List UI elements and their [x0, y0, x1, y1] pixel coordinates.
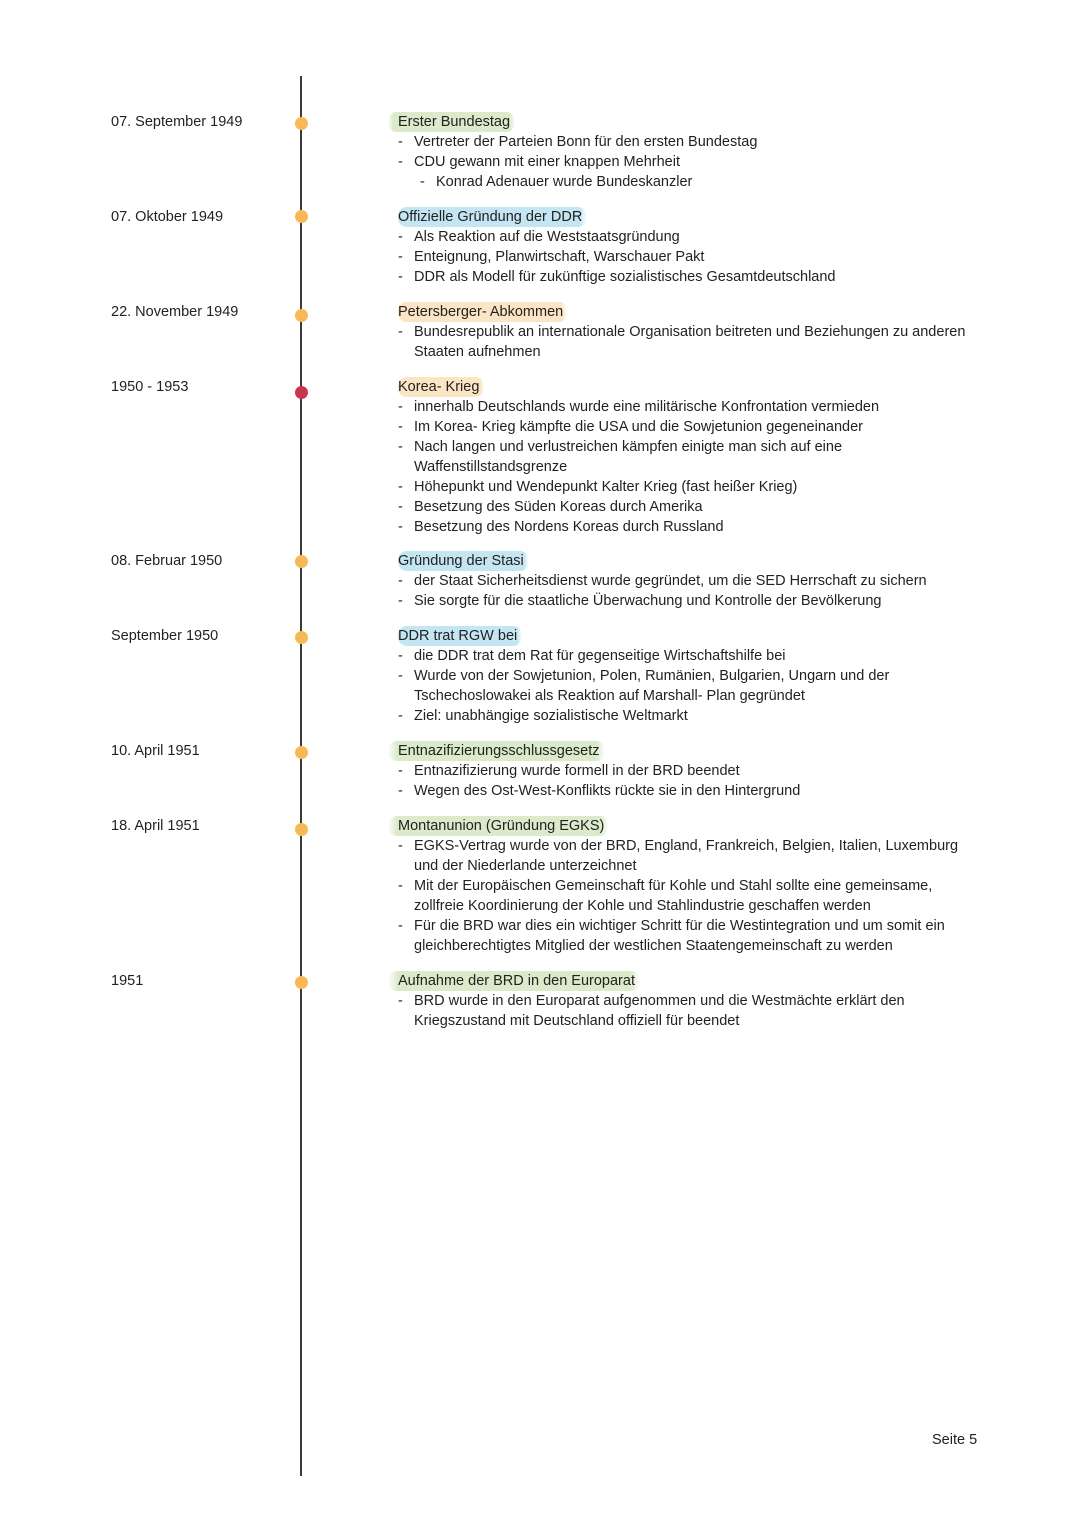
entry-content	[398, 112, 968, 192]
entry-date: 22. November 1949	[111, 304, 239, 320]
entry-title: Offizielle Gründung der DDR	[398, 207, 587, 227]
bullet-item: - Für die BRD war dies ein wichtiger Schritt für die Westintegration und um somit ein gleichberechtigtes Mitglied der westlichen Staatengemeinschaft zu werden	[398, 916, 968, 956]
bullet-list	[398, 227, 968, 287]
entry-date: 1951	[111, 973, 144, 989]
entry-date: 10. April 1951	[111, 743, 200, 759]
bullet-item: - Nach langen und verlustreichen kämpfen einigte man sich auf eine Waffenstillstandsgrenze	[398, 437, 968, 477]
entry-title: DDR trat RGW bei	[398, 626, 522, 646]
bullet-item: - Im Korea- Krieg kämpfte die USA und die Sowjetunion gegeneinander	[398, 417, 968, 437]
bullet-list	[398, 836, 968, 956]
bullet-item: - Sie sorgte für die staatliche Überwachung und Kontrolle der Bevölkerung	[398, 591, 968, 611]
entry-content	[398, 626, 968, 726]
bullet-item: - Bundesrepublik an internationale Organisation beitreten und Beziehungen zu anderen Staaten aufnehmen	[398, 322, 968, 362]
timeline-dot	[295, 631, 308, 644]
bullet-item: - Vertreter der Parteien Bonn für den ersten Bundestag	[398, 132, 968, 152]
entry-content	[398, 741, 968, 801]
timeline-axis	[300, 76, 302, 1476]
bullet-item: - innerhalb Deutschlands wurde eine militärische Konfrontation vermieden	[398, 397, 968, 417]
bullet-item: - DDR als Modell für zukünftige sozialistisches Gesamtdeutschland	[398, 267, 968, 287]
bullet-list	[398, 646, 968, 726]
timeline-dot	[295, 746, 308, 759]
entry-content	[398, 971, 968, 1031]
bullet-item: - EGKS-Vertrag wurde von der BRD, England, Frankreich, Belgien, Italien, Luxemburg und der Niederlande unterzeichnet	[398, 836, 968, 876]
bullet-item: - CDU gewann mit einer knappen Mehrheit	[398, 152, 968, 172]
timeline-dot	[295, 386, 308, 399]
timeline-dot	[295, 309, 308, 322]
bullet-item: - Besetzung des Nordens Koreas durch Russland	[398, 517, 968, 537]
bullet-item: - Wegen des Ost-West-Konflikts rückte sie in den Hintergrund	[398, 781, 968, 801]
bullet-item: - BRD wurde in den Europarat aufgenommen und die Westmächte erklärt den Kriegszustand mit Deutschland offiziell für beendet	[398, 991, 968, 1031]
bullet-list	[398, 991, 968, 1031]
timeline-dot	[295, 823, 308, 836]
entry-date: 07. September 1949	[111, 114, 243, 130]
bullet-list	[398, 132, 968, 192]
entry-date: 08. Februar 1950	[111, 553, 223, 569]
entry-content	[398, 816, 968, 956]
entry-title: Petersberger- Abkommen	[398, 302, 568, 322]
page-number: Seite 5	[932, 1432, 978, 1448]
bullet-item: - die DDR trat dem Rat für gegenseitige Wirtschaftshilfe bei	[398, 646, 968, 666]
bullet-item: - Ziel: unabhängige sozialistische Weltmarkt	[398, 706, 968, 726]
entry-title: Entnazifizierungsschlussgesetz	[388, 741, 605, 761]
bullet-list	[398, 571, 968, 611]
sub-bullet-item: - Konrad Adenauer wurde Bundeskanzler	[398, 172, 968, 192]
entry-date: 07. Oktober 1949	[111, 209, 224, 225]
timeline-dot	[295, 117, 308, 130]
entry-title: Erster Bundestag	[388, 112, 515, 132]
timeline-dot	[295, 555, 308, 568]
timeline-dot	[295, 976, 308, 989]
bullet-item: - Wurde von der Sowjetunion, Polen, Rumänien, Bulgarien, Ungarn und der Tschechoslowakei als Reaktion auf Marshall- Plan gegründet	[398, 666, 968, 706]
entry-content	[398, 377, 968, 537]
bullet-item: - Enteignung, Planwirtschaft, Warschauer Pakt	[398, 247, 968, 267]
bullet-list	[398, 397, 968, 537]
bullet-item: - der Staat Sicherheitsdienst wurde gegründet, um die SED Herrschaft zu sichern	[398, 571, 968, 591]
bullet-list	[398, 761, 968, 801]
entry-title: Aufnahme der BRD in den Europarat	[388, 971, 640, 991]
entry-title: Montanunion (Gründung EGKS)	[388, 816, 609, 836]
bullet-item: - Mit der Europäischen Gemeinschaft für Kohle und Stahl sollte eine gemeinsame, zollfreie Koordinierung der Kohle und Stahlindustrie geschaffen werden	[398, 876, 968, 916]
bullet-item: - Als Reaktion auf die Weststaatsgründung	[398, 227, 968, 247]
entry-title: Korea- Krieg	[398, 377, 484, 397]
entry-content	[398, 551, 968, 611]
bullet-item: - Besetzung des Süden Koreas durch Amerika	[398, 497, 968, 517]
timeline-dot	[295, 210, 308, 223]
bullet-item: - Höhepunkt und Wendepunkt Kalter Krieg (fast heißer Krieg)	[398, 477, 968, 497]
entry-date: 18. April 1951	[111, 818, 200, 834]
bullet-list	[398, 322, 968, 362]
entry-title: Gründung der Stasi	[398, 551, 529, 571]
entry-content	[398, 302, 968, 362]
entry-date: 1950 - 1953	[111, 379, 189, 395]
bullet-item: - Entnazifizierung wurde formell in der BRD beendet	[398, 761, 968, 781]
entry-content	[398, 207, 968, 287]
entry-date: September 1950	[111, 628, 219, 644]
